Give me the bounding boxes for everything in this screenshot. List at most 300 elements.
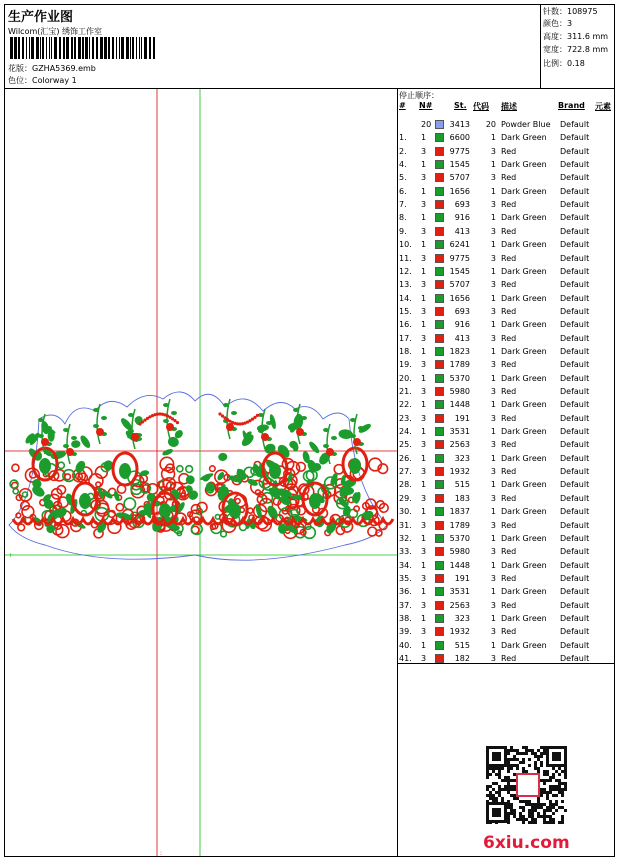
row-brand: Default [560,120,590,129]
table-row [398,131,614,144]
barcode-bar [139,37,140,59]
qr-module [549,803,552,806]
table-row [398,185,614,198]
row-code: 3 [490,280,496,290]
color-swatch [435,267,444,276]
row-code: 1 [490,133,496,143]
qr-module [543,782,546,785]
color-swatch [435,627,444,636]
row-description: Dark Green [501,507,547,517]
color-swatch [435,400,444,409]
row-description: Red [501,387,517,396]
color-swatch [435,534,444,543]
row-needle: 1 [421,373,427,383]
vine-leaf [323,428,329,432]
color-swatch [435,374,444,383]
row-stitches: 2563 [449,600,470,610]
qr-module [528,809,531,812]
qr-module [507,752,510,755]
qr-module [531,818,534,821]
row-stitches: 916 [454,320,470,330]
row-description: Dark Green [501,587,547,597]
qr-module [531,815,534,818]
barcode-bar [89,37,90,59]
row-stitches: 413 [454,226,470,236]
row-code: 3 [490,600,496,610]
bead-dot [253,416,256,419]
qr-module [564,782,567,785]
vine-leaf [258,429,264,433]
stats-panel [541,5,614,89]
qr-module [489,773,492,776]
row-description: Dark Green [501,293,547,303]
barcode-bar [59,37,61,59]
qr-module [540,752,543,755]
row-needle: 1 [421,320,427,330]
color-swatch [435,147,444,156]
bead-dot [256,414,259,417]
row-brand: Default [560,226,590,236]
row-stitches: 323 [454,453,470,463]
qr-module [543,809,546,812]
qr-module [513,749,516,752]
row-number: 35. [399,573,412,583]
leaf-motif [79,434,93,450]
row-brand: Default [560,547,590,557]
qr-module [528,812,531,815]
vine-leaf [301,416,307,420]
origin-marker: + [8,552,14,559]
row-needle: 3 [421,333,427,343]
row-needle: 3 [421,547,427,557]
qr-module [537,812,540,815]
table-row [398,559,614,572]
row-number: 13. [399,280,412,290]
row-needle: 20 [421,120,432,129]
paisley-center [309,493,321,509]
qr-module [546,794,549,797]
qr-module [543,791,546,794]
table-row [398,652,614,665]
row-stitches: 5707 [449,280,470,290]
row-stitches: 693 [454,200,470,210]
paisley-center [349,458,361,474]
row-number: 9. [399,226,407,236]
row-stitches: 1932 [449,467,470,477]
qr-module [495,791,498,794]
barcode-bar [36,37,39,59]
qr-module [528,764,531,767]
qr-module [525,770,528,773]
table-row [398,532,614,545]
barcode-bar [29,37,30,59]
leaf-motif [293,443,299,451]
vine-leaf [350,418,356,422]
row-needle: 3 [421,600,427,610]
row-stitches: 182 [454,654,470,663]
leaf-motif [308,440,321,455]
row-number: 17. [399,333,412,343]
color-swatch [435,334,444,343]
stat-stitches: 针数：108975 [543,7,598,16]
qr-module [507,800,510,803]
qr-module [504,785,507,788]
qr-module [510,809,513,812]
row-brand: Default [560,533,590,543]
qr-module [561,818,564,821]
row-code: 1 [490,213,496,223]
row-stitches: 1789 [449,360,470,370]
row-description: Red [501,360,517,370]
bead-dot [138,422,141,425]
qr-module [558,779,561,782]
row-stitches: 191 [454,573,470,583]
row-stitches: 1656 [449,293,470,303]
qr-module [540,794,543,797]
qr-module [498,791,501,794]
qr-module [519,812,522,815]
row-number: 33. [399,547,412,557]
row-number: 15. [399,306,412,316]
qr-module [510,788,513,791]
qr-module [498,776,501,779]
table-row [398,318,614,331]
qr-module [540,761,543,764]
barcode-bar [49,37,50,59]
qr-module [513,809,516,812]
qr-module [564,767,567,770]
table-row [398,572,614,585]
qr-module [540,779,543,782]
row-stitches: 1545 [449,266,470,276]
color-swatch [435,133,444,142]
row-description: Dark Green [501,427,547,437]
row-brand: Default [560,333,590,343]
row-brand: Default [560,293,590,303]
qr-module [525,746,528,749]
row-stitches: 323 [454,613,470,623]
row-brand: Default [560,427,590,437]
row-code: 3 [490,387,496,396]
qr-module [552,812,555,815]
qr-module [534,755,537,758]
qr-module [522,815,525,818]
barcode-bar [96,37,98,59]
qr-module [549,818,552,821]
qr-finder [552,752,561,761]
qr-module [549,806,552,809]
qr-module [537,800,540,803]
qr-module [546,779,549,782]
qr-module [498,794,501,797]
qr-module [489,797,492,800]
barcode-bar [112,37,114,59]
row-code: 1 [490,293,496,303]
barcode-bar [22,37,24,59]
row-brand: Default [560,480,590,490]
qr-module [516,764,519,767]
qr-module [543,746,546,749]
qr-module [534,821,537,824]
qr-module [537,815,540,818]
qr-module [561,794,564,797]
row-needle: 3 [421,146,427,156]
row-needle: 1 [421,507,427,517]
qr-module [489,785,492,788]
qr-module [531,752,534,755]
qr-module [531,821,534,824]
row-number: 5. [399,173,407,183]
paisley-center [269,463,281,479]
qr-module [537,758,540,761]
vine-flower [96,428,104,436]
table-row [398,639,614,652]
qr-module [555,788,558,791]
colorway-label: 色位： [8,76,32,85]
qr-module [510,806,513,809]
qr-module [492,782,495,785]
qr-module [552,776,555,779]
row-code: 3 [490,520,496,530]
table-row [398,452,614,465]
table-row [398,238,614,251]
row-needle: 3 [421,387,427,396]
row-needle: 1 [421,160,427,170]
barcode-bar [144,37,147,59]
table-row [398,158,614,171]
row-code: 3 [490,360,496,370]
row-code: 1 [490,266,496,276]
qr-module [489,791,492,794]
row-stitches: 1823 [449,346,470,356]
vine-flower [226,423,234,431]
table-caption: 停止顺序： [399,91,439,100]
color-swatch [435,360,444,369]
row-number: 40. [399,640,412,650]
barcode-bar [116,37,117,59]
row-stitches: 191 [454,413,470,423]
row-description: Dark Green [501,453,547,463]
row-brand: Default [560,413,590,423]
color-swatch [435,654,444,663]
qr-module [522,752,525,755]
vine-leaf [293,408,299,412]
row-number: 16. [399,320,412,330]
color-swatch [435,414,444,423]
table-row [398,118,614,131]
row-brand: Default [560,186,590,196]
qr-module [546,815,549,818]
qr-module [513,779,516,782]
row-code: 1 [490,533,496,543]
qr-module [519,800,522,803]
row-needle: 3 [421,360,427,370]
qr-module [486,773,489,776]
qr-module [513,758,516,761]
qr-module [513,755,516,758]
stat-colors: 颜色：3 [543,19,573,28]
qr-module [540,815,543,818]
col-code: 代码 [473,102,489,111]
barcode-bar [92,37,94,59]
lace-stitch [235,499,240,504]
row-number: 41. [399,654,412,663]
vine-flower [166,423,174,431]
qr-module [543,812,546,815]
qr-module [552,803,555,806]
row-stitches: 693 [454,306,470,316]
qr-finder [492,752,501,761]
row-description: Dark Green [501,480,547,490]
qr-module [501,797,504,800]
row-description: Powder Blue [501,120,551,129]
row-stitches: 1656 [449,186,470,196]
color-swatch [435,480,444,489]
vine-leaf [128,413,134,417]
vine-leaf [38,418,44,422]
vine-flower [131,433,139,441]
qr-module [486,794,489,797]
qr-module [498,788,501,791]
barcode-bar [85,37,88,59]
qr-module [561,791,564,794]
lace-motifs [10,399,393,538]
barcode-bar [26,37,27,59]
qr-module [504,776,507,779]
row-needle: 3 [421,280,427,290]
row-description: Dark Green [501,160,547,170]
row-stitches: 5370 [449,373,470,383]
row-number: 2. [399,146,407,156]
qr-module [534,806,537,809]
row-description: Dark Green [501,266,547,276]
col-element: 元素 [595,102,611,111]
lace-stitch [221,531,227,537]
qr-module [528,749,531,752]
qr-module [519,761,522,764]
qr-module [543,752,546,755]
row-needle: 3 [421,573,427,583]
vine-leaf [93,424,99,428]
row-brand: Default [560,360,590,370]
qr-module [507,788,510,791]
design-file-label: 花版： [8,64,32,73]
row-description: Dark Green [501,240,547,250]
qr-module [507,749,510,752]
qr-module [510,767,513,770]
row-description: Red [501,547,517,557]
row-number: 38. [399,613,412,623]
row-brand: Default [560,453,590,463]
row-brand: Default [560,400,590,410]
barcode-bar [82,37,84,59]
color-swatch [435,467,444,476]
row-code: 3 [490,200,496,210]
qr-module [507,782,510,785]
row-code: 1 [490,186,496,196]
lace-stitch [22,506,34,518]
qr-module [507,821,510,824]
qr-module [510,794,513,797]
qr-module [510,779,513,782]
barcode-icon [10,37,157,59]
barcode-bar [40,37,41,59]
qr-module [528,800,531,803]
qr-module [507,818,510,821]
row-code: 3 [490,226,496,236]
qr-module [549,809,552,812]
row-brand: Default [560,373,590,383]
row-number: 37. [399,600,412,610]
qr-module [549,791,552,794]
row-code: 1 [490,427,496,437]
qr-module [513,797,516,800]
color-swatch [435,200,444,209]
row-stitches: 5980 [449,547,470,557]
qr-module [528,803,531,806]
bead-dot [173,419,176,422]
row-brand: Default [560,133,590,143]
row-description: Red [501,627,517,637]
row-code: 1 [490,507,496,517]
lace-stitch [162,486,166,490]
qr-module [537,749,540,752]
header-panel [5,5,541,89]
qr-module [522,746,525,749]
qr-module [531,749,534,752]
page-title: 生产作业图 [8,10,74,25]
row-needle: 1 [421,400,427,410]
barcode-bar [100,37,103,59]
row-stitches: 1448 [449,400,470,410]
row-needle: 1 [421,453,427,463]
barcode-bar [74,37,76,59]
qr-module [540,803,543,806]
col-brand: Brand [558,101,585,110]
row-brand: Default [560,627,590,637]
row-brand: Default [560,560,590,570]
qr-module [498,770,501,773]
qr-module [552,818,555,821]
leaf-motif [71,440,81,448]
row-number: 8. [399,213,407,223]
table-row [398,278,614,291]
row-description: Red [501,600,517,610]
lace-stitch [116,504,123,511]
qr-module [492,788,495,791]
qr-module [486,770,489,773]
table-row [398,252,614,265]
row-brand: Default [560,600,590,610]
qr-module [498,767,501,770]
qr-module [543,770,546,773]
qr-module [561,788,564,791]
row-number: 26. [399,453,412,463]
leaf-motif [218,452,228,461]
row-needle: 3 [421,173,427,183]
qr-module [531,812,534,815]
row-needle: 3 [421,467,427,477]
row-number: 25. [399,440,412,450]
row-description: Dark Green [501,560,547,570]
qr-module [486,776,489,779]
qr-module [495,773,498,776]
qr-module [546,797,549,800]
design-canvas[interactable] [5,89,398,856]
qr-module [522,770,525,773]
row-code: 3 [490,146,496,156]
qr-module [516,818,519,821]
